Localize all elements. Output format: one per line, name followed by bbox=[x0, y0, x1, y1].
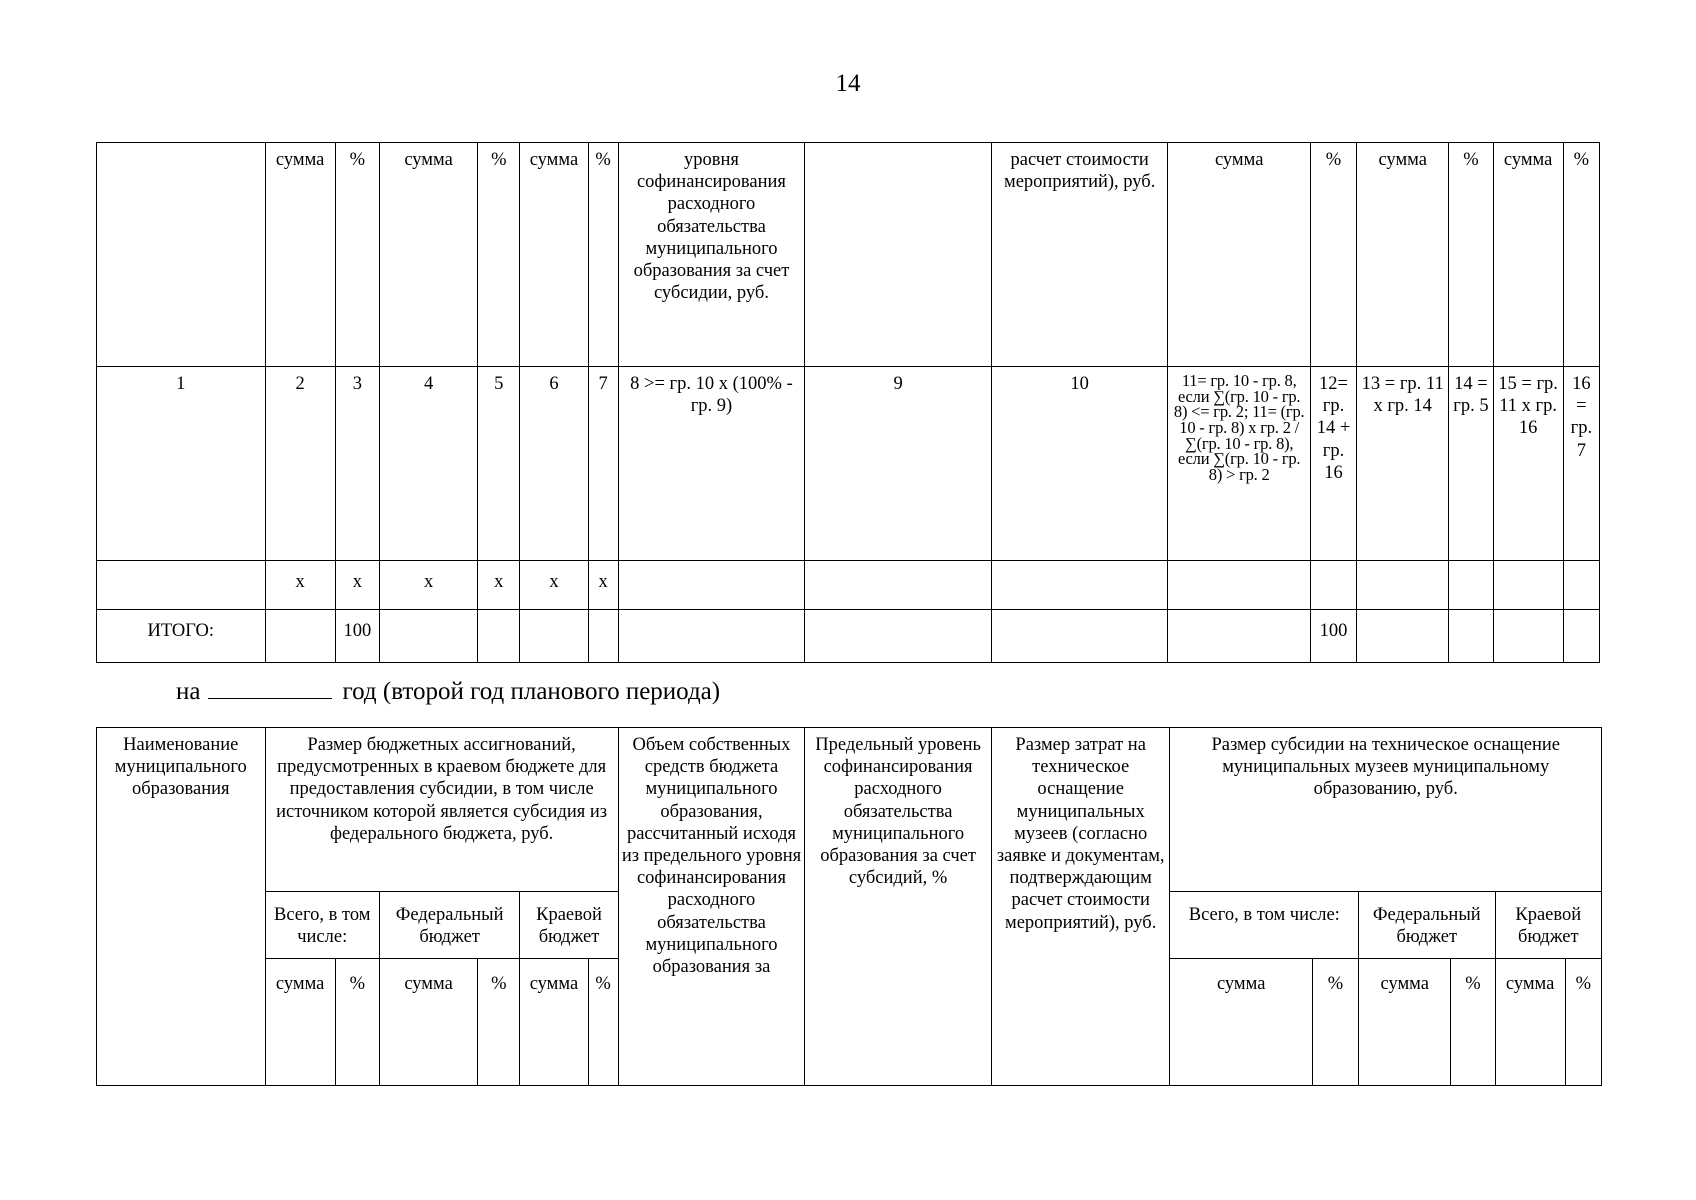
cell-empty bbox=[1563, 610, 1599, 663]
header-percent: % bbox=[588, 959, 618, 1086]
cell-empty bbox=[1493, 610, 1563, 663]
header-total-including: Всего, в том числе: bbox=[1170, 892, 1359, 959]
header-sum: сумма bbox=[1359, 959, 1451, 1086]
cell-empty bbox=[618, 561, 805, 610]
column-number: 4 bbox=[379, 367, 477, 561]
header-sum: сумма bbox=[520, 959, 588, 1086]
cell-empty bbox=[1168, 561, 1310, 610]
header-percent: % bbox=[478, 959, 520, 1086]
cell-empty bbox=[805, 561, 992, 610]
header-regional-budget: Краевой бюджет bbox=[1495, 892, 1601, 959]
cell-empty bbox=[805, 610, 992, 663]
cell-empty bbox=[379, 610, 477, 663]
header-municipality: Наименование муниципального образования bbox=[97, 728, 266, 1086]
header-federal-budget: Федеральный бюджет bbox=[1359, 892, 1495, 959]
header-sum: сумма bbox=[265, 959, 335, 1086]
unit-header-row bbox=[97, 143, 1600, 367]
x-marker: х bbox=[379, 561, 477, 610]
header-sum: сумма bbox=[1493, 143, 1563, 367]
header-costs-continued: расчет стоимости мероприятий), руб. bbox=[991, 143, 1168, 367]
header-limit-level-continued bbox=[805, 143, 992, 367]
header-percent: % bbox=[1565, 959, 1601, 1086]
header-percent: % bbox=[1310, 143, 1356, 367]
cell-empty bbox=[1310, 561, 1356, 610]
total-row bbox=[97, 610, 1600, 663]
cell-empty bbox=[1357, 561, 1449, 610]
column-numbering-row bbox=[97, 367, 1600, 561]
header-sum: сумма bbox=[379, 143, 477, 367]
header-sum: сумма bbox=[1168, 143, 1310, 367]
cell-empty bbox=[1449, 561, 1493, 610]
total-percent: 100 bbox=[1310, 610, 1356, 663]
column-formula: 8 >= гр. 10 х (100% - гр. 9) bbox=[618, 367, 805, 561]
cell-empty bbox=[1563, 561, 1599, 610]
subsidy-table-continued bbox=[96, 142, 1600, 663]
header-sum: сумма bbox=[1170, 959, 1312, 1086]
header-percent: % bbox=[588, 143, 618, 367]
column-number: 5 bbox=[478, 367, 520, 561]
x-marker: х bbox=[588, 561, 618, 610]
cell-empty bbox=[97, 561, 266, 610]
header-percent: % bbox=[1451, 959, 1495, 1086]
cell-empty bbox=[520, 610, 588, 663]
header-limit-level: Предельный уровень софинансирования расходного обязательства муниципального образования за счет субсидий, % bbox=[805, 728, 992, 1086]
column-number: 7 bbox=[588, 367, 618, 561]
column-formula: 15 = гр. 11 х гр. 16 bbox=[1493, 367, 1563, 561]
period-heading bbox=[176, 678, 720, 706]
cell-empty bbox=[1449, 610, 1493, 663]
header-total-including: Всего, в том числе: bbox=[265, 892, 379, 959]
header-budget-allocations: Размер бюджетных ассигнований, предусмотренных в краевом бюджете для предоставления субсидии, в том числе источником которой является субсидия из федерального бюджета, руб. bbox=[265, 728, 618, 892]
header-percent: % bbox=[335, 959, 379, 1086]
column-number: 2 bbox=[265, 367, 335, 561]
column-number: 6 bbox=[520, 367, 588, 561]
cell-empty bbox=[1493, 561, 1563, 610]
x-marker: х bbox=[520, 561, 588, 610]
column-formula: 16 = гр. 7 bbox=[1563, 367, 1599, 561]
header-subsidy-size: Размер субсидии на техническое оснащение муниципальных музеев муниципальному образованию, руб. bbox=[1170, 728, 1602, 892]
header-percent: % bbox=[1563, 143, 1599, 367]
column-number: 10 bbox=[991, 367, 1168, 561]
column-formula: 14 = гр. 5 bbox=[1449, 367, 1493, 561]
header-sum: сумма bbox=[520, 143, 588, 367]
header-own-funds-continued: уровня софинансирования расходного обязательства муниципального образования за счет субсидии, руб. bbox=[618, 143, 805, 367]
header-costs: Размер затрат на техническое оснащение муниципальных музеев (согласно заявке и документам, подтверждающим расчет стоимости мероприятий), руб. bbox=[991, 728, 1170, 1086]
header-sum: сумма bbox=[265, 143, 335, 367]
header-percent: % bbox=[478, 143, 520, 367]
header-percent: % bbox=[335, 143, 379, 367]
header-percent: % bbox=[1449, 143, 1493, 367]
x-marker: х bbox=[335, 561, 379, 610]
column-number: 3 bbox=[335, 367, 379, 561]
column-formula: 13 = гр. 11 х гр. 14 bbox=[1357, 367, 1449, 561]
total-label: ИТОГО: bbox=[97, 610, 266, 663]
subsidy-table-second-year bbox=[96, 727, 1602, 1086]
header-row-1 bbox=[97, 728, 1602, 892]
x-marker-row bbox=[97, 561, 1600, 610]
cell-empty bbox=[618, 610, 805, 663]
x-marker: х bbox=[265, 561, 335, 610]
cell-empty bbox=[991, 610, 1168, 663]
period-prefix: на bbox=[176, 678, 201, 705]
period-suffix: год (второй год планового периода) bbox=[342, 678, 721, 705]
header-sum: сумма bbox=[1357, 143, 1449, 367]
column-number: 9 bbox=[805, 367, 992, 561]
cell-empty bbox=[1357, 610, 1449, 663]
column-number: 1 bbox=[97, 367, 266, 561]
cell-empty bbox=[991, 561, 1168, 610]
cell-empty bbox=[1168, 610, 1310, 663]
x-marker: х bbox=[478, 561, 520, 610]
header-sum: сумма bbox=[1495, 959, 1565, 1086]
year-blank-line bbox=[208, 680, 332, 699]
page-number: 14 bbox=[835, 70, 861, 97]
header-federal-budget: Федеральный бюджет bbox=[379, 892, 519, 959]
column-formula: 12= гр. 14 + гр. 16 bbox=[1310, 367, 1356, 561]
header-regional-budget: Краевой бюджет bbox=[520, 892, 618, 959]
cell-empty bbox=[97, 143, 266, 367]
header-own-funds: Объем собственных средств бюджета муниципального образования, рассчитанный исходя из предельного уровня софинансирования расходного обязательства муниципального образования за bbox=[618, 728, 805, 1086]
total-percent: 100 bbox=[335, 610, 379, 663]
header-percent: % bbox=[1312, 959, 1358, 1086]
header-sum: сумма bbox=[379, 959, 477, 1086]
cell-empty bbox=[588, 610, 618, 663]
column-formula: 11= гр. 10 - гр. 8, если ∑(гр. 10 - гр. 8) <= гр. 2; 11= (гр. 10 - гр. 8) х гр. 2 / ∑(гр. 10 - гр. 8), если ∑(гр. 10 - гр. 8) > гр. 2 bbox=[1168, 367, 1310, 561]
cell-empty bbox=[265, 610, 335, 663]
cell-empty bbox=[478, 610, 520, 663]
